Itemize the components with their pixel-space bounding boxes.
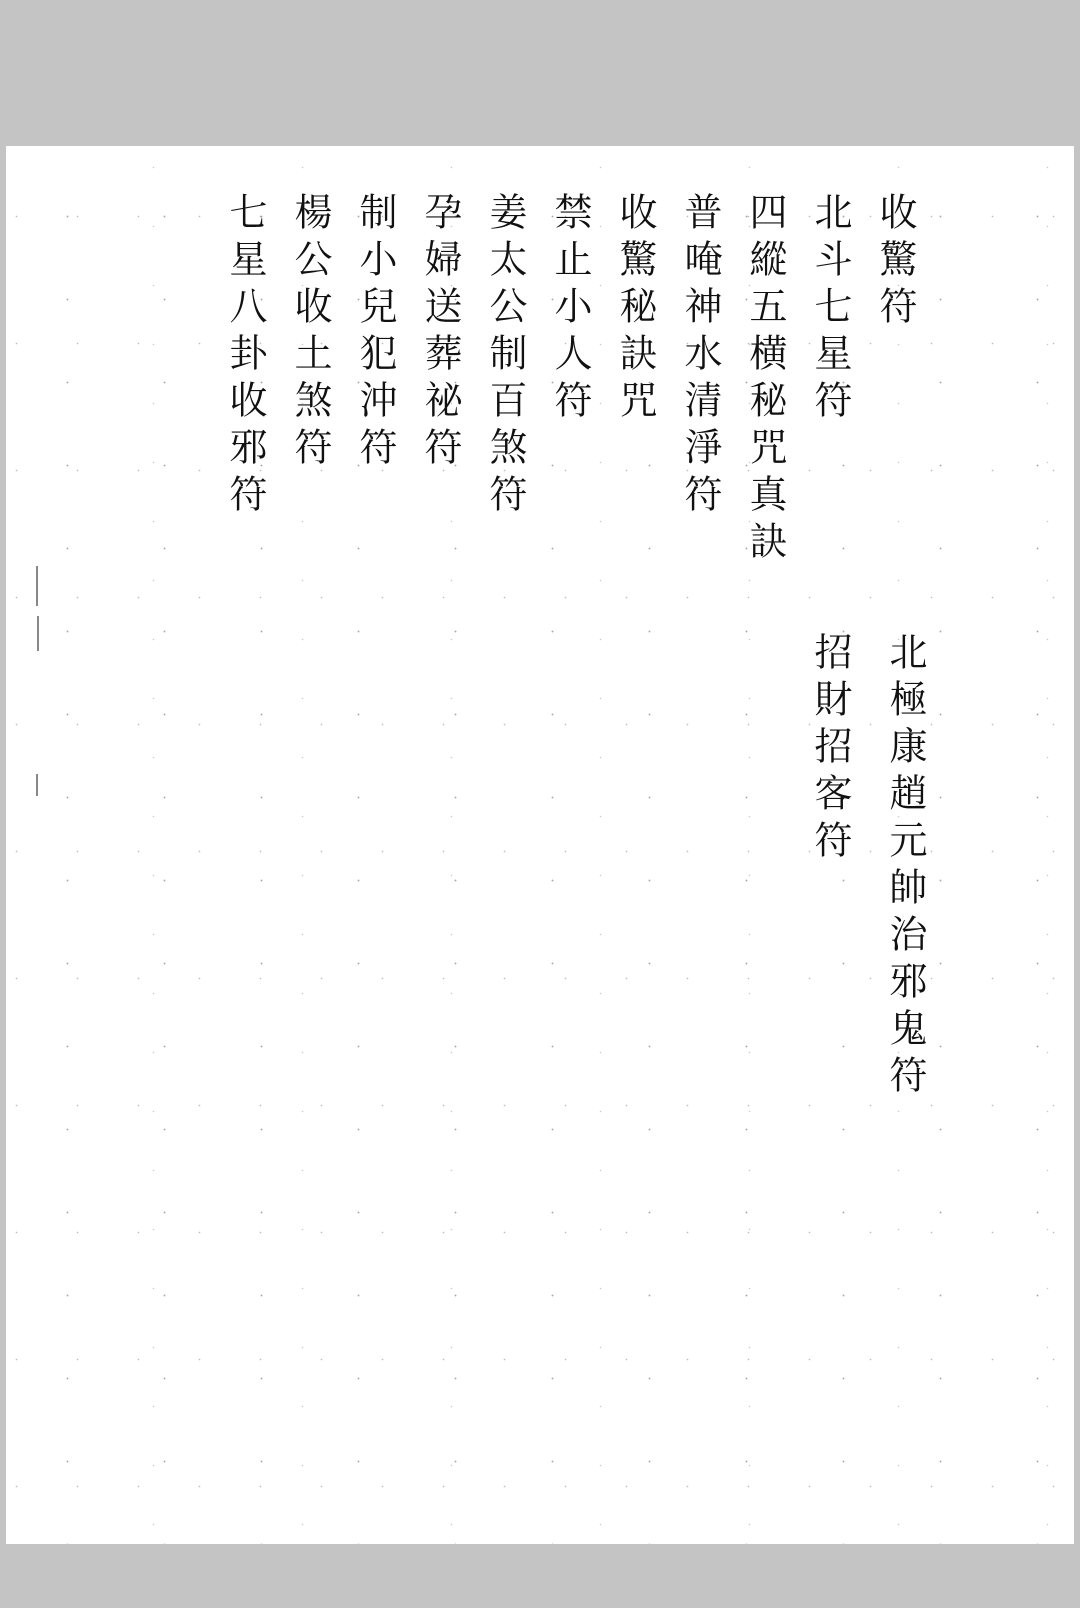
text-column: 孕婦送葬祕符	[418, 192, 462, 474]
scan-edge-mark	[36, 566, 38, 606]
scanned-page	[6, 146, 1074, 1544]
text-column: 禁止小人符	[548, 192, 592, 427]
text-column: 姜太公制百煞符	[483, 192, 527, 521]
text-column: 制小兒犯沖符	[353, 192, 397, 474]
scan-edge-mark	[36, 774, 38, 796]
text-column: 北極康趙元帥治邪鬼符	[883, 632, 927, 1102]
text-column: 收驚秘訣咒	[613, 192, 657, 427]
scan-edge-mark	[37, 616, 39, 651]
text-column: 楊公收土煞符	[288, 192, 332, 474]
text-column: 招財招客符	[808, 632, 852, 867]
text-column: 四縱五横秘咒真訣	[743, 192, 787, 568]
text-column: 北斗七星符	[808, 192, 852, 427]
text-column: 普唵神水清淨符	[678, 192, 722, 521]
text-column: 收驚符	[873, 192, 917, 333]
text-column: 七星八卦收邪符	[223, 192, 267, 521]
